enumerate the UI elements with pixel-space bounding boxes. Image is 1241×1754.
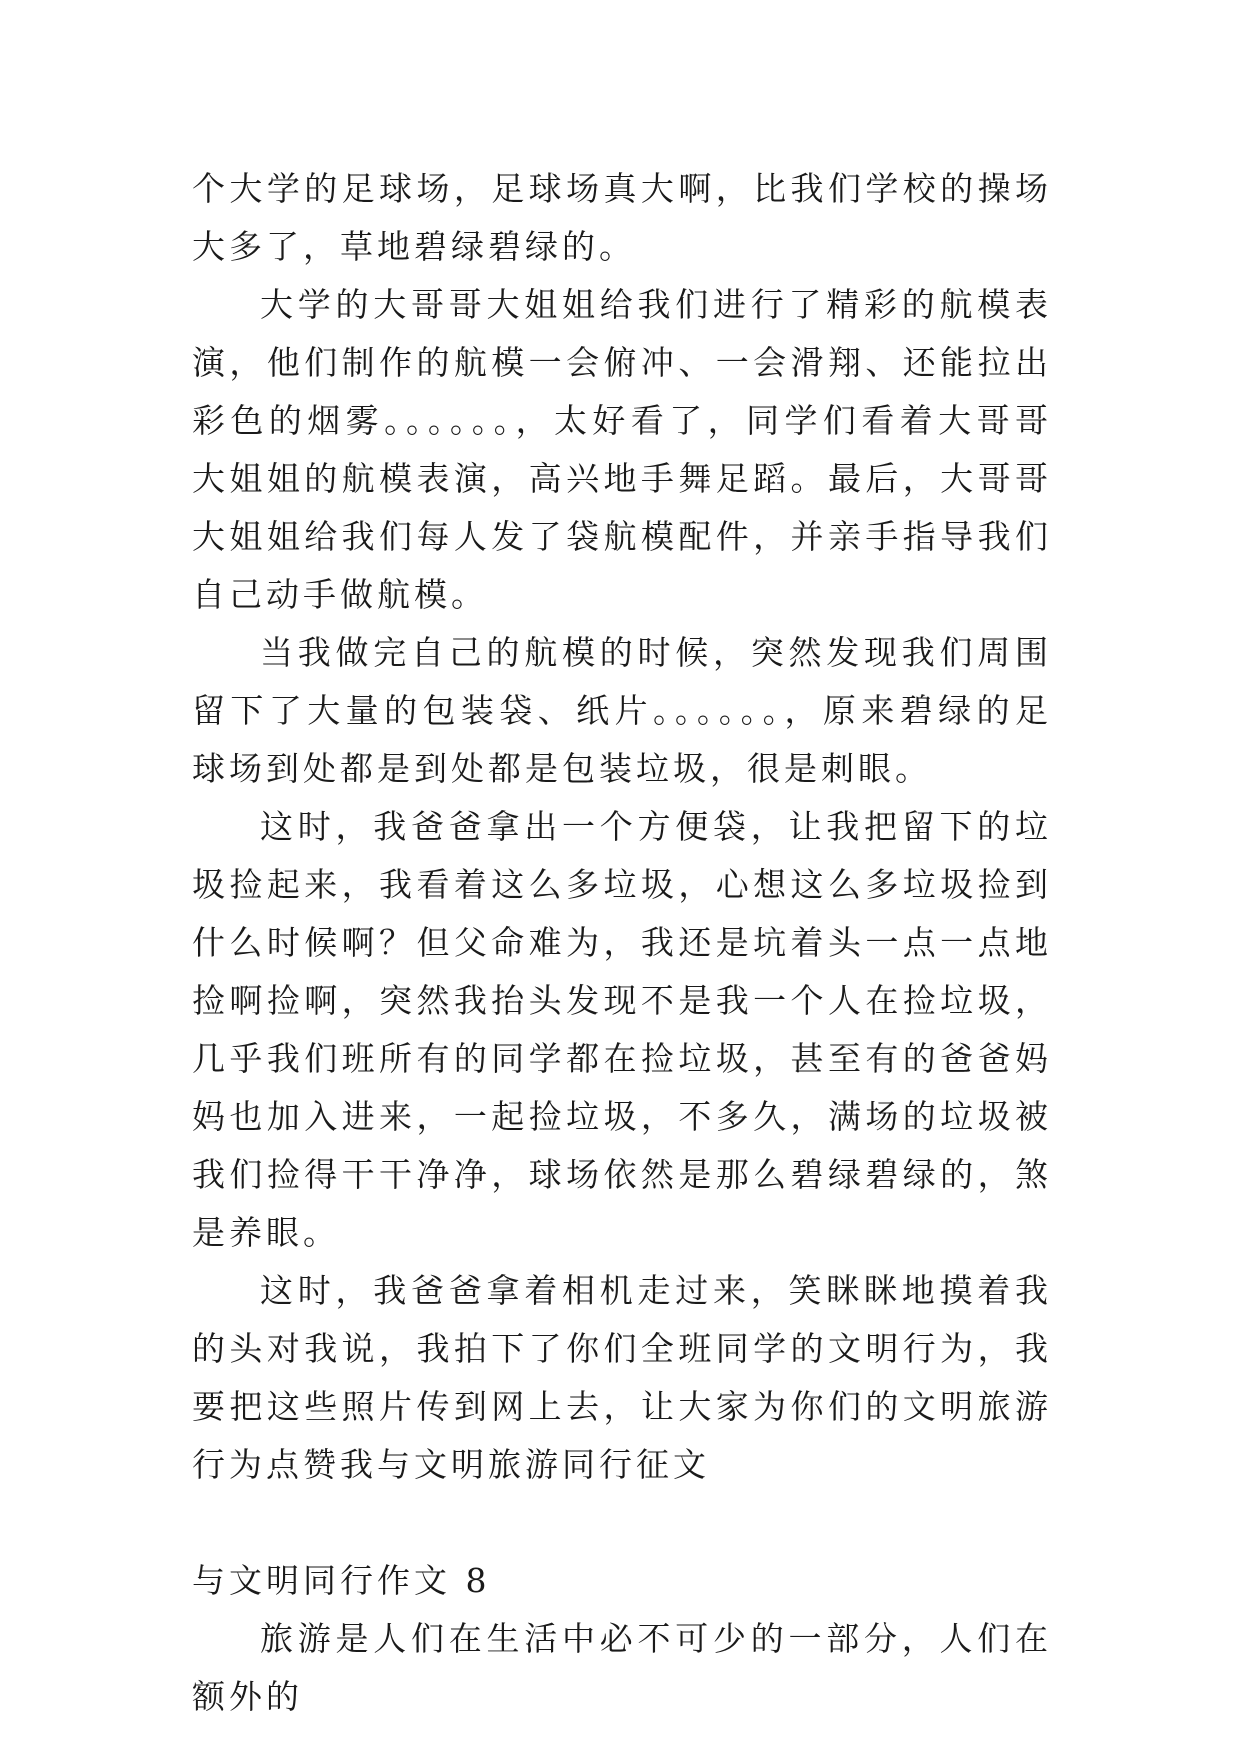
paragraph-3: 当我做完自己的航模的时候，突然发现我们周围留下了大量的包装袋、纸片。。。。。。，原来碧绿的足球场到处都是到处都是包装垃圾，很是刺眼。 [192,633,1052,788]
paragraph-5: 这时，我爸爸拿着相机走过来，笑眯眯地摸着我的头对我说，我拍下了你们全班同学的文明行为，我要把这些照片传到网上去，让大家为你们的文明旅游行为点赞我与文明旅游同行征文 [192,1271,1052,1484]
paragraph-1: 个大学的足球场，足球场真大啊，比我们学校的操场大多了，草地碧绿碧绿的。 [192,169,1052,266]
paragraph-4: 这时，我爸爸拿出一个方便袋，让我把留下的垃圾捡起来，我看着这么多垃圾，心想这么多垃圾捡到什么时候啊？但父命难为，我还是坑着头一点一点地捡啊捡啊，突然我抬头发现不是我一个人在捡垃圾，几乎我们班所有的同学都在捡垃圾，甚至有的爸爸妈妈也加入进来，一起捡垃圾，不多久，满场的垃圾被我们捡得干干净净，球场依然是那么碧绿碧绿的，煞是养眼。 [192,807,1052,1252]
document-body [192,160,1052,1726]
paragraph-2: 大学的大哥哥大姐姐给我们进行了精彩的航模表演，他们制作的航模一会俯冲、一会滑翔、还能拉出彩色的烟雾。。。。。。，太好看了，同学们看着大哥哥大姐姐的航模表演，高兴地手舞足蹈。最后，大哥哥大姐姐给我们每人发了袋航模配件，并亲手指导我们自己动手做航模。 [192,285,1052,614]
section-heading: 与文明同行作文 8 [192,1561,491,1600]
paragraph-6: 旅游是人们在生活中必不可少的一部分，人们在额外的 [192,1619,1052,1716]
